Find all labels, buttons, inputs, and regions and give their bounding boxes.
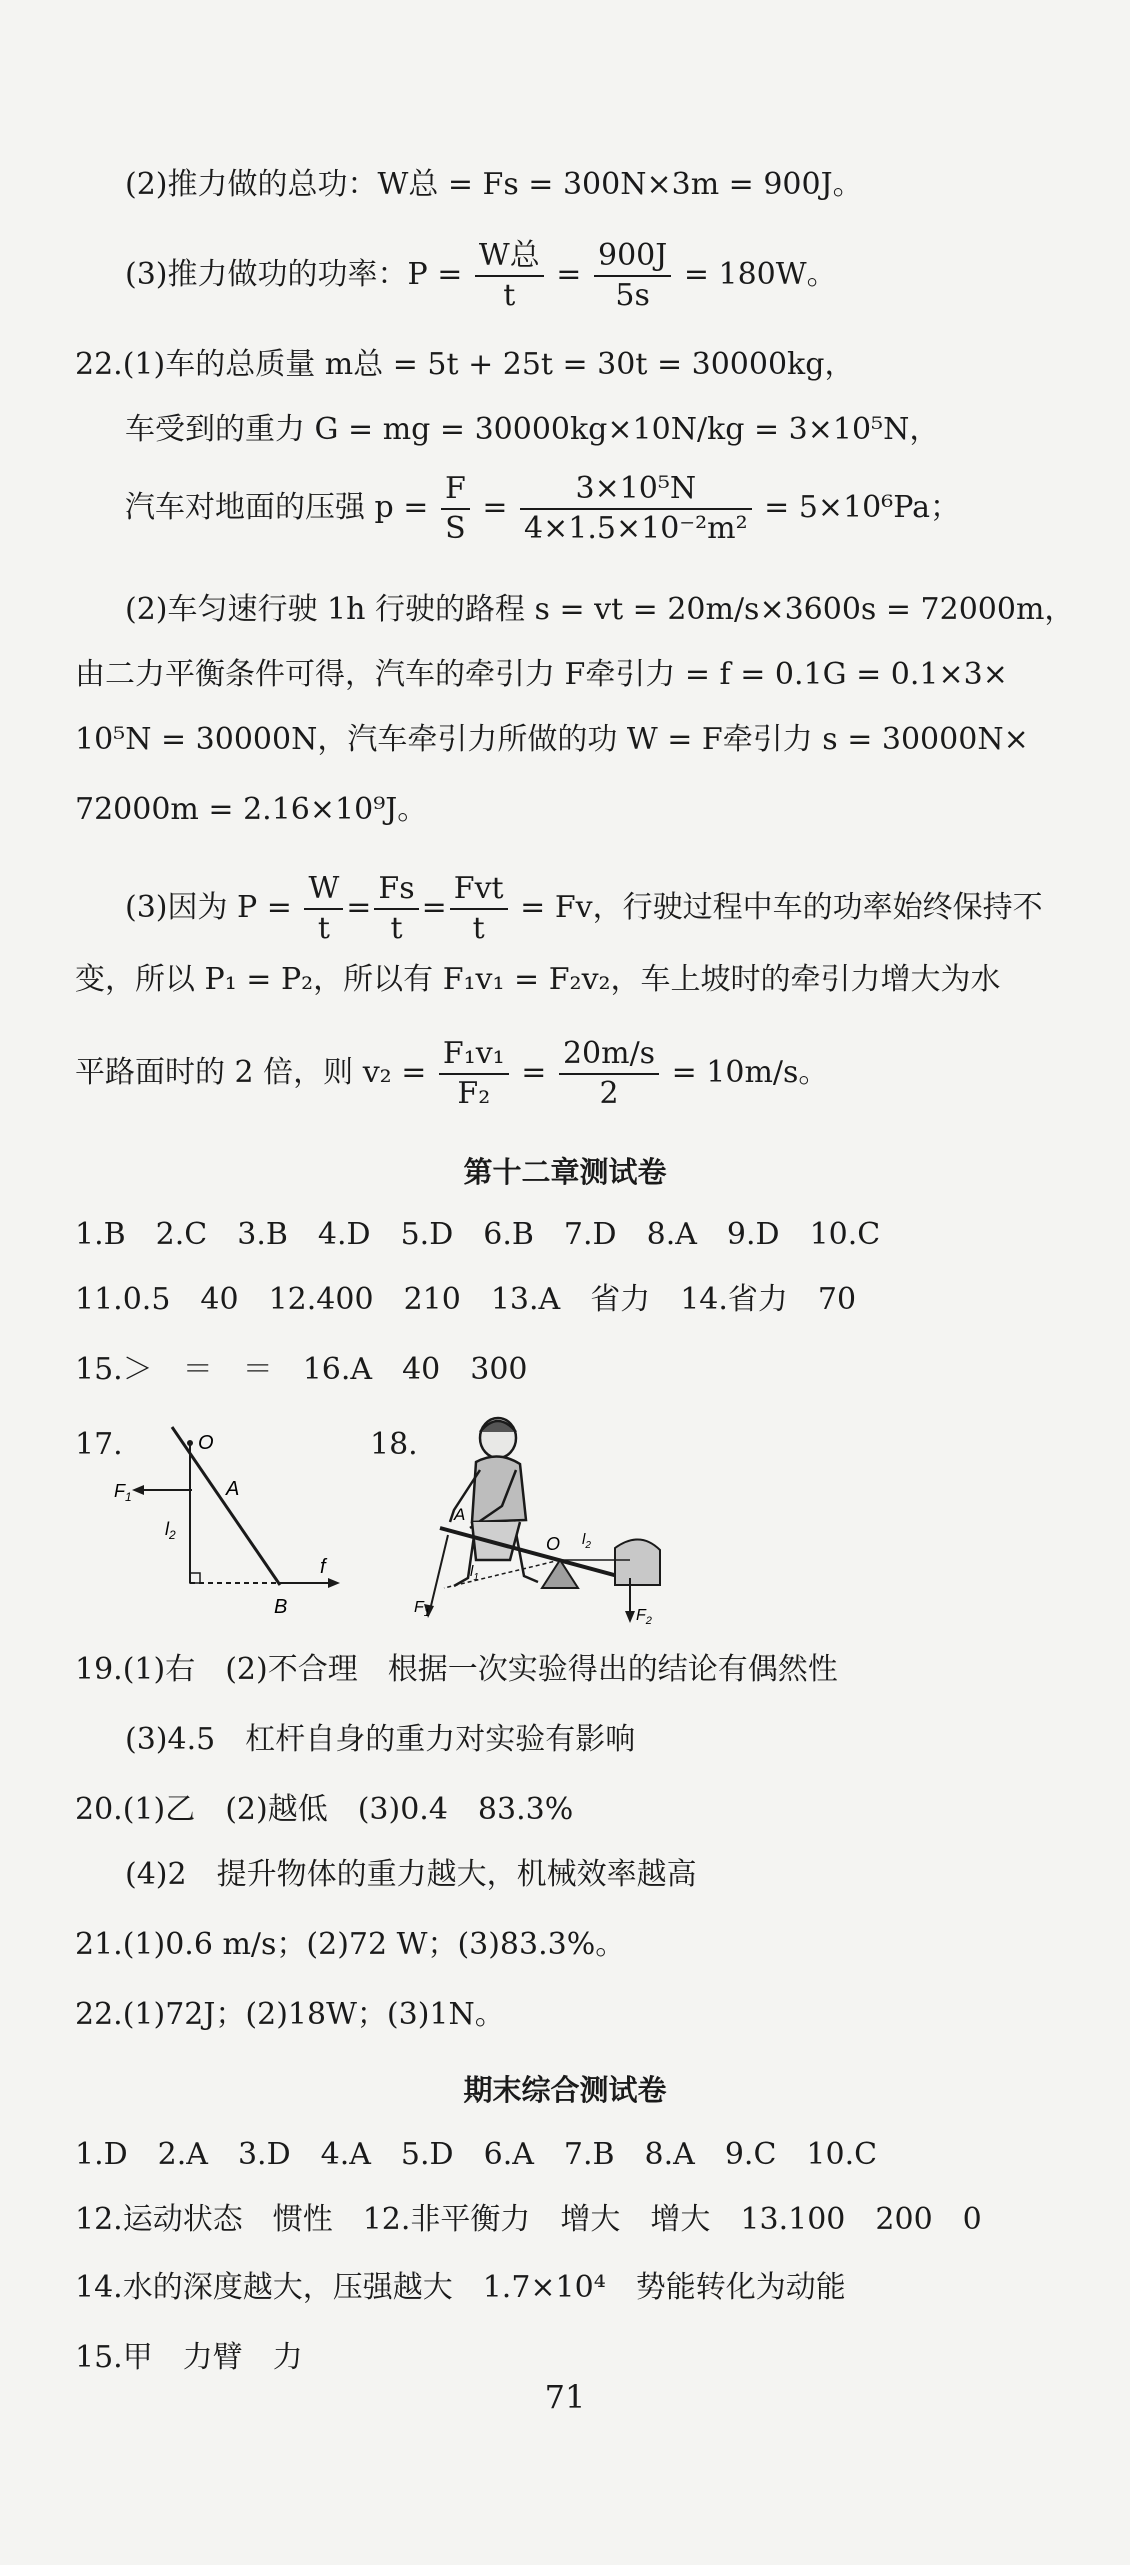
fraction-denominator: F₂	[457, 1076, 491, 1111]
label-f2-sub: 2	[645, 1615, 652, 1627]
text-line: 21.(1)0.6 m/s；(2)72 W；(3)83.3%。	[75, 1927, 626, 1962]
label-l1	[470, 1563, 479, 1583]
arrow-head-icon	[132, 1485, 144, 1495]
pivot-point	[187, 1440, 193, 1446]
arrow-head-icon	[625, 1611, 635, 1623]
label-f1	[114, 1481, 132, 1504]
fraction-denominator: 4×1.5×10⁻²m²	[524, 511, 748, 546]
fraction-denominator: t	[472, 911, 485, 946]
text-segment: = 5×10⁶Pa；	[764, 490, 960, 525]
fraction	[594, 237, 671, 315]
fraction-denominator: t	[390, 911, 403, 946]
text-line: (2)车匀速行驶 1h 行驶的路程 s = vt = 20m/s×3600s = 72000m，	[125, 592, 1075, 627]
label-l2-main: l	[165, 1519, 169, 1539]
force-f1-arrow	[430, 1535, 448, 1610]
label-a: A	[454, 1505, 466, 1524]
power-formula-line	[125, 237, 837, 315]
text-line: 1.B 2.C 3.B 4.D 5.D 6.B 7.D 8.A 9.D 10.C	[75, 1217, 881, 1252]
figure-18-worker-lever-illustration	[410, 1410, 690, 1630]
fraction	[450, 870, 508, 948]
label-l1-sub: 1	[473, 1572, 479, 1583]
text-line: 车受到的重力 G = mg = 30000kg×10N/kg = 3×10⁵N，	[125, 412, 940, 447]
text-line: (2)推力做的总功：W总 = Fs = 300N×3m = 900J。	[125, 167, 863, 202]
text-segment: 汽车对地面的压强 p =	[125, 490, 429, 525]
label-l2-main: l	[582, 1531, 586, 1548]
text-line: 1.D 2.A 3.D 4.A 5.D 6.A 7.B 8.A 9.C 10.C	[75, 2137, 878, 2172]
fraction-numerator: W总	[475, 237, 544, 277]
fraction	[475, 237, 544, 315]
load-rock-icon	[615, 1539, 660, 1585]
text-line: 变，所以 P₁ = P₂，所以有 F₁v₁ = F₂v₂，车上坡时的牵引力增大为水	[75, 962, 1001, 997]
arrow-head-icon	[328, 1578, 340, 1588]
fraction-numerator: Fs	[374, 870, 418, 910]
text-segment: = 10m/s。	[671, 1055, 829, 1090]
power-derivation-line: (3)因为 P = $\frac{W}{t}$ = $\frac{Fs}{t}$ = $\frac{\text{Fvt}}{t}$ = Fv，行驶过程中车的功率始终保持不	[125, 871, 1043, 946]
fraction-denominator: t	[503, 278, 516, 313]
label-f1-main: F	[114, 1481, 125, 1501]
fraction	[439, 1035, 509, 1113]
text-line: 22.(1)车的总质量 m总 = 5t + 25t = 30t = 30000kg，	[75, 347, 855, 382]
text-line: 11.0.5 40 12.400 210 13.A 省力 14.省力 70	[75, 1282, 857, 1317]
label-o: O	[546, 1534, 561, 1554]
text-segment: 平路面时的 2 倍，则 v₂ =	[75, 1055, 427, 1090]
fraction-denominator: 2	[599, 1076, 619, 1111]
text-line: (4)2 提升物体的重力越大，机械效率越高	[125, 1857, 697, 1892]
figure-18-label: 18.	[370, 1427, 418, 1462]
fraction-numerator: W	[304, 870, 343, 910]
fraction-denominator: t	[317, 911, 330, 946]
fraction-numerator: 3×10⁵N	[520, 470, 752, 510]
label-l2-sub: 2	[169, 1528, 176, 1542]
text-segment: =	[521, 1055, 547, 1090]
worker-figure-icon	[450, 1418, 538, 1586]
arm-l1-line	[444, 1560, 560, 1588]
label-f1-main: F	[414, 1599, 424, 1616]
fraction	[441, 470, 470, 548]
text-segment: =	[482, 490, 508, 525]
fraction-numerator: 20m/s	[559, 1035, 659, 1075]
text-segment: (3)推力做功的功率：P =	[125, 257, 463, 292]
text-line: 15.甲 力臂 力	[75, 2340, 303, 2375]
text-segment: = Fv，行驶过程中车的功率始终保持不	[520, 890, 1043, 925]
label-f: f	[320, 1556, 326, 1578]
fraction-numerator: F₁v₁	[439, 1035, 509, 1075]
text-line: (3)4.5 杠杆自身的重力对实验有影响	[125, 1722, 636, 1757]
label-l2	[165, 1519, 176, 1542]
label-f1-sub: 1	[423, 1607, 430, 1619]
lever-rod	[172, 1427, 280, 1585]
fraction-numerator: F	[441, 470, 470, 510]
page-number: 71	[544, 2378, 586, 2416]
fraction-denominator: S	[445, 511, 466, 546]
text-line: 22.(1)72J；(2)18W；(3)1N。	[75, 1997, 505, 2032]
label-b: B	[274, 1596, 288, 1618]
fraction	[520, 470, 752, 548]
label-f1-sub: 1	[125, 1490, 132, 1504]
text-line: 12.运动状态 惯性 12.非平衡力 增大 增大 13.100 200 0	[75, 2202, 982, 2237]
text-line: 由二力平衡条件可得，汽车的牵引力 F牵引力 = f = 0.1G = 0.1×3×	[75, 657, 1008, 692]
text-line: 15.＞ ＝ ＝ 16.A 40 300	[75, 1352, 528, 1387]
section-title: 期末综合测试卷	[463, 2073, 667, 2107]
text-line: 72000m = 2.16×10⁹J。	[75, 792, 428, 827]
fraction-denominator: 5s	[615, 278, 650, 313]
label-l2-sub: 2	[585, 1540, 591, 1551]
section-title: 第十二章测试卷	[463, 1155, 667, 1189]
fraction	[374, 870, 418, 948]
text-line: 14.水的深度越大，压强越大 1.7×10⁴ 势能转化为动能	[75, 2270, 846, 2305]
text-segment: (3)因为 P =	[125, 890, 292, 925]
label-f1	[414, 1599, 430, 1619]
fraction	[304, 870, 343, 948]
label-o: O	[198, 1432, 214, 1454]
text-segment: = 180W。	[683, 257, 837, 292]
figure-17-lever-diagram	[110, 1415, 350, 1620]
fraction-numerator: Fvt	[450, 870, 508, 910]
label-l2	[582, 1531, 591, 1551]
velocity-formula-line	[75, 1035, 828, 1113]
label-a: A	[226, 1478, 240, 1500]
text-line: 10⁵N = 30000N，汽车牵引力所做的功 W = F牵引力 s = 30000N×	[75, 722, 1029, 757]
text-segment: =	[556, 257, 582, 292]
fraction-numerator: 900J	[594, 237, 671, 277]
figure-17-label: 17.	[75, 1427, 123, 1462]
label-f2	[636, 1607, 652, 1627]
fraction	[559, 1035, 659, 1113]
text-line: 20.(1)乙 (2)越低 (3)0.4 83.3%	[75, 1792, 574, 1827]
right-angle-mark	[190, 1573, 200, 1583]
text-line: 19.(1)右 (2)不合理 根据一次实验得出的结论有偶然性	[75, 1652, 838, 1687]
label-l1-main: l	[470, 1563, 474, 1580]
label-f2-main: F	[636, 1607, 646, 1624]
pressure-formula-line	[125, 470, 960, 548]
